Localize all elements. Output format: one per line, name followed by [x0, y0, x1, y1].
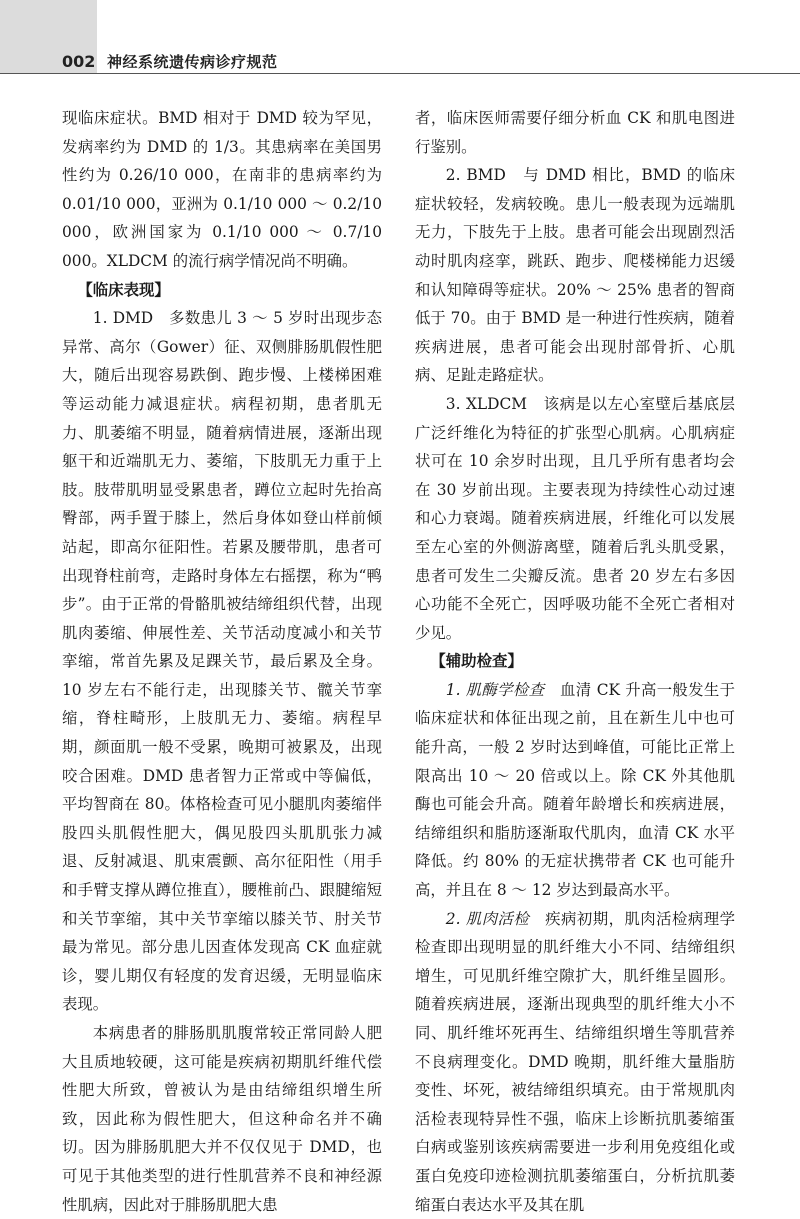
paragraph-xldcm: 3. XLDCM 该病是以左心室壁后基底层广泛纤维化为特征的扩张型心肌病。心肌病症状可在 10 余岁时出现，且几乎所有患者均会在 30 岁前出现。主要表现为持续性心动过速和心力衰竭。随着疾病进展，纤维化可以发展至左心室的外侧游离壁，随着后乳头肌受累，患者可发生二尖瓣反流。患者 20 岁左右多因心功能不全死亡，因呼吸功能不全死亡者相对少见。 — [415, 394, 735, 642]
body-muscle-biopsy: 疾病初期，肌肉活检病理学检查即出现明显的肌纤维大小不同、结缔组织增生，可见肌纤维空隙扩大，肌纤维呈圆形。随着疾病进展，逐渐出现典型的肌纤维大小不同、肌纤维坏死再生、结缔组织增生等肌营养不良病理变化。DMD 晚期，肌纤维大量脂肪变性、坏死，被结缔组织填充。由于常规肌肉活检表现特异性不强，临床上诊断抗肌萎缩蛋白病或鉴别该疾病需要进一步利用免疫组化或蛋白免疫印迹检测抗肌萎缩蛋白，分析抗肌萎缩蛋白表达水平及其在肌 — [415, 909, 735, 1214]
right-column — [415, 104, 735, 1219]
paragraph-epidemiology-continued: 现临床症状。BMD 相对于 DMD 较为罕见，发病率约为 DMD 的 1/3。其患病率在美国男性约为 0.26/10 000，在南非的患病率约为 0.01/10 000，亚洲为 0.1/10 000 ～ 0.2/10 000，欧洲国家为 0.1/10 000 ～ 0.7/10 000。XLDCM 的流行病学情况尚不明确。 — [62, 109, 382, 270]
page-number: 002 — [62, 52, 96, 71]
header-rule — [0, 73, 800, 74]
lead-muscle-biopsy: 2. 肌肉活检 — [445, 909, 530, 928]
paragraph-muscle-biopsy — [415, 905, 735, 1219]
paragraph-muscle-enzymes — [415, 676, 735, 905]
section-heading-auxiliary: 【辅助检查】 — [430, 652, 523, 671]
section-heading-clinical: 【临床表现】 — [77, 280, 170, 299]
left-column — [62, 104, 382, 1219]
body-muscle-enzymes: 血清 CK 升高一般发生于临床症状和体征出现之前，且在新生儿中也可能升高，一般 2 岁时达到峰值，可能比正常上限高出 10 ～ 20 倍或以上。除 CK 外其他肌酶也可能会升高。随着年龄增长和疾病进展，结缔组织和脂肪逐渐取代肌肉，血清 CK 水平降低。约 80% 的无症状携带者 CK 也可能升高，并且在 8 ～ 12 岁达到最高水平。 — [415, 680, 735, 900]
lead-muscle-enzymes: 1. 肌酶学检查 — [445, 680, 545, 699]
running-header — [0, 50, 800, 74]
paragraph-pseudohypertrophy: 本病患者的腓肠肌肌腹常较正常同龄人肥大且质地较硬，这可能是疾病初期肌纤维代偿性肥大所致，曾被认为是由结缔组织增生所致，因此称为假性肥大，但这种命名并不确切。因为腓肠肌肥大并不仅仅见于 DMD，也可见于其他类型的进行性肌营养不良和神经源性肌病，因此对于腓肠肌肥大患 — [62, 1024, 382, 1214]
paragraph-continued: 者，临床医师需要仔细分析血 CK 和肌电图进行鉴别。 — [415, 109, 735, 156]
paragraph-bmd: 2. BMD 与 DMD 相比，BMD 的临床症状较轻，发病较晚。患儿一般表现为远端肌无力，下肢先于上肢。患者可能会出现剧烈活动时肌肉痉挛，跳跃、跑步、爬楼梯能力迟缓和认知障碍等症状。20% ～ 25% 患者的智商低于 70。由于 BMD 是一种进行性疾病，随着疾病进展，患者可能会出现肘部骨折、心肌病、足趾走路症状。 — [415, 166, 735, 385]
paragraph-dmd: 1. DMD 多数患儿 3 ～ 5 岁时出现步态异常、高尔（Gower）征、双侧腓肠肌假性肥大，随后出现容易跌倒、跑步慢、上楼梯困难等运动能力减退症状。病程初期，患者肌无力、肌萎缩不明显，随着病情进展，逐渐出现躯干和近端肌无力、萎缩，下肢肌无力重于上肢。肢带肌明显受累患者，蹲位立起时先抬高臀部，两手置于膝上，然后身体如登山样前倾站起，即高尔征阳性。若累及腰带肌，患者可出现脊柱前弯，走路时身体左右摇摆，称为“鸭步”。由于正常的骨骼肌被结缔组织代替，出现肌肉萎缩、伸展性差、关节活动度减小和关节挛缩，常首先累及足踝关节，最后累及全身。10 岁左右不能行走，出现膝关节、髋关节挛缩，脊柱畸形，上肢肌无力、萎缩。病程早期，颜面肌一般不受累，晚期可被累及，出现咬合困难。DMD 患者智力正常或中等偏低，平均智商在 80。体格检查可见小腿肌肉萎缩伴股四头肌假性肥大，偶见股四头肌肌张力减退、反射减退、肌束震颤、高尔征阳性（用手和手臂支撑从蹲位推直），腰椎前凸、跟腱缩短和关节挛缩，其中关节挛缩以膝关节、肘关节最为常见。部分患儿因查体发现高 CK 血症就诊，婴儿期仅有轻度的发育迟缓，无明显临床表现。 — [62, 309, 382, 1014]
running-title: 神经系统遗传病诊疗规范 — [107, 53, 278, 71]
